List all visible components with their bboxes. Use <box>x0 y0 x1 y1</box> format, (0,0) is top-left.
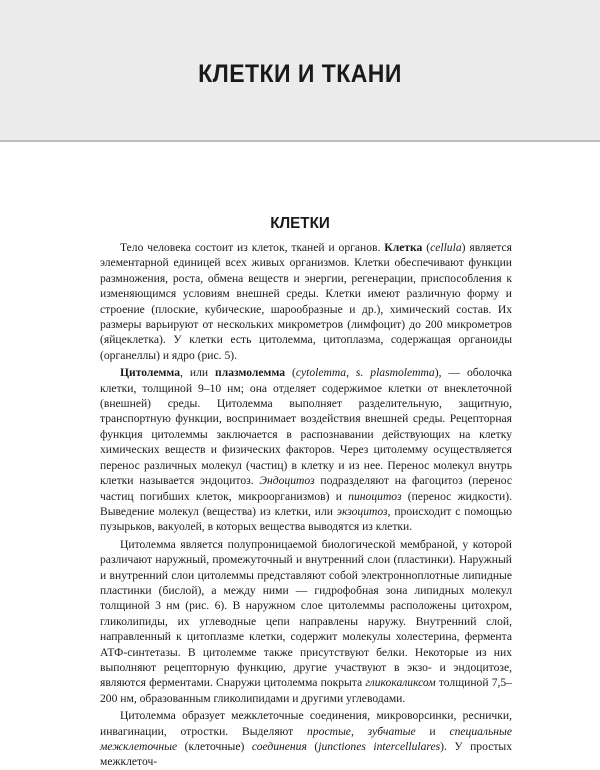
italic-term: Эндоцитоз <box>259 474 315 488</box>
chapter-title: КЛЕТКИ И ТКАНИ <box>198 60 402 88</box>
term: Цитолемма <box>120 366 181 380</box>
paragraph: Цитолемма, или плазмолемма (cytolemma, s. plasmolemma), — оболочка клетки, толщиной 9–10 нм; она отделяет содержимое клетки от внеклеточной (внешней) среды. Цитолемма выполняет разделительную, защитную, транспортную функции, воспринимает воздействия внешней среды. Рецепторная функция цитолеммы заключается в распознавании действующих на клетку химических веществ и физических факторов. Через цитолемму осуществляется перенос различных молекул (частиц) в клетку и из нее. Перенос молекул внутрь клетки называется эндоцитоз. Эндоцитоз подразделяют на фагоцитоз (перенос частиц погибших клеток, микроорганизмов) и пиноцитоз (перенос жидкости). Выведение молекул (вещества) из клетки, или экзоцитоз, происходит с помощью пузырьков, вакуолей, в которых вещества выводятся из клетки. <box>100 366 512 534</box>
italic-term: соединения <box>251 740 307 753</box>
italic-term: экзоцитоз <box>336 504 388 518</box>
italic-term: пиноцитоз <box>348 489 402 503</box>
term: плазмолемма <box>215 366 286 380</box>
italic-term: гликокаликсом <box>365 676 436 690</box>
term: Клетка <box>384 241 423 254</box>
latin-term: cellula <box>430 241 462 254</box>
latin-term: junctiones intercellulares <box>318 740 441 753</box>
body-text <box>100 240 512 770</box>
paragraph: Цитолемма является полупроницаемой биологической мембраной, у которой различают наружный, промежуточный и внутренний слои (пластинки). Наружный и внутренний слои цитолеммы представляют собой электронноплотные липидные пластинки (бислой), а между ними — гидрофобная зона липидных молекул толщиной 3 нм (рис. 6). В наружном слое цитолеммы расположены цитохром, гликолипиды, их углеводные цепи направлены наружу. Внутренний слой, направленный к цитоплазме клетки, содержит молекулы холестерина, фермента АТФ-синтетазы. В цитолемме также присутствуют белки. Некоторые из них выполняют рецепторную функцию, другие участвуют в экзо- и эндоцитозе, являются ферментами. Снаружи цитолемма покрыта гликокаликсом толщиной 7,5–200 нм, образованным гликолипидами и другими углеводами. <box>100 537 512 705</box>
paragraph: Тело человека состоит из клеток, тканей и органов. Клетка (cellula) является элементарной единицей всех живых организмов. Клетки обеспечивают функции размножения, роста, обмена веществ и энергии, регенерации, приспособления к изменяющимся условиям внешней среды. Клетки имеют различную форму и строение (плоские, кубические, шарообразные и др.), химический состав. Их размеры варьируют от нескольких микрометров (лимфоцит) до 200 микрометров (яйцеклетка). У клетки есть цитолемма, цитоплазма, содержащая органоиды (органеллы) и ядро (рис. 5). <box>100 241 512 362</box>
latin-term: cytolemma, s. plasmolemma <box>295 366 435 380</box>
chapter-header-band <box>0 0 600 142</box>
italic-term: простые, зубчатые <box>307 724 416 738</box>
paragraph: Цитолемма образует межклеточные соединения, микроворсинки, реснички, инвагинации, отростки. Выделяют простые, зубчатые и специальные межклеточные (клеточные) соединения (junctiones intercellulares). У простых межклеточ- <box>100 709 512 769</box>
section-title: КЛЕТКИ <box>270 215 330 232</box>
italic-term: специальные межклеточные <box>100 724 512 753</box>
